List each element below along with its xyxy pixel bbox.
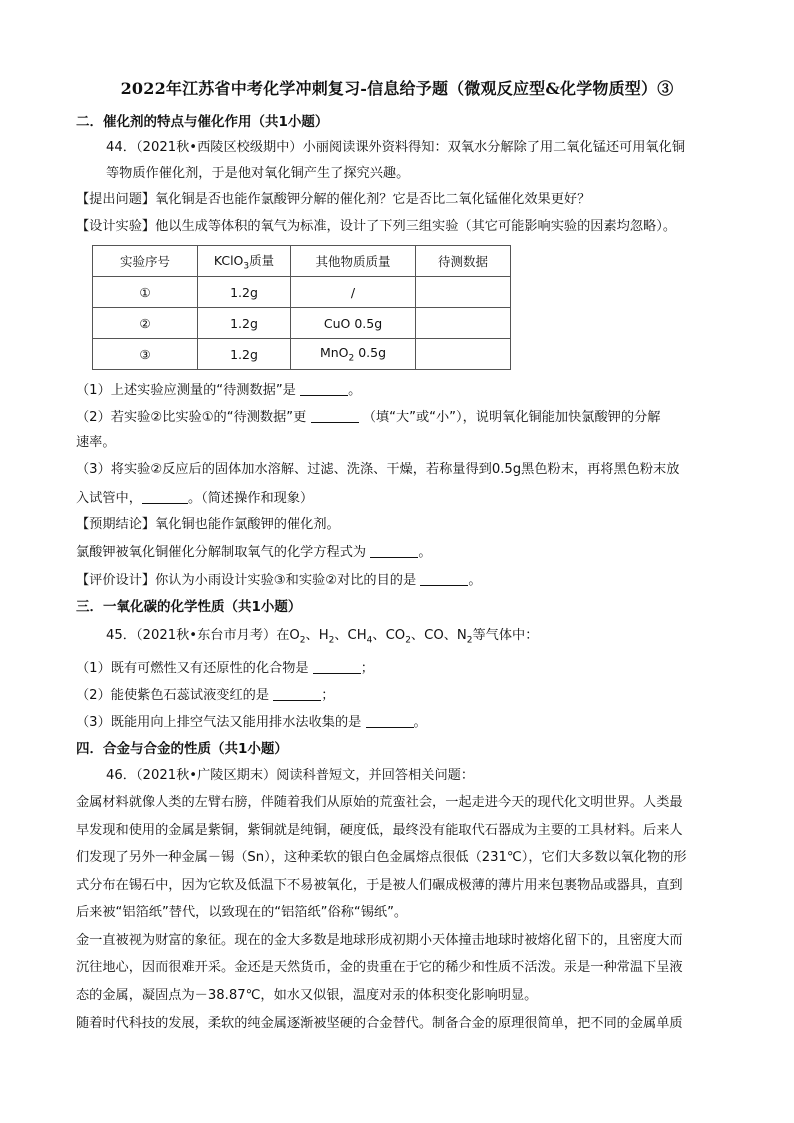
header-cell-other-mass: 其他物质质量 (291, 246, 416, 277)
row-3-other-subscript: 2 (348, 353, 355, 364)
sub-question-45-3-end: 。 (413, 715, 427, 730)
row-3-other-mass: 0.5g (354, 344, 387, 360)
sub-question-2-text-b: （填“大”或“小”），说明氧化铜能加快氯酸钾的分解 (362, 410, 661, 425)
question-46: 46．（2021秋•广陵区期末）阅读科普短文，并回答相关问题： (106, 768, 475, 783)
evaluate-text: 【评价设计】你认为小雨设计实验③和实验②对比的目的是 (76, 573, 417, 588)
gas-subscript: 2 (466, 635, 473, 646)
header-mass-text: 质量 (249, 252, 275, 268)
answer-blank[interactable] (273, 686, 321, 701)
paragraph-1-line: 早发现和使用的金属是紫铜，紫铜就是纯铜，硬度低，最终没有能取代石器成为主要的工具材料。后来人 (76, 823, 683, 838)
gas-text: 、CO、N (410, 628, 467, 643)
answer-blank[interactable] (300, 381, 348, 396)
row-3-data (416, 339, 511, 370)
paragraph-1-line: 们发现了另外一种金属－锡（Sn），这种柔软的银白色金属熔点很低（231℃），它们大多数以氧化物的形 (76, 850, 687, 865)
evaluate-design (76, 571, 482, 590)
gas-subscript: 2 (299, 635, 306, 646)
sub-question-45-2-end: ； (321, 688, 335, 703)
answer-blank[interactable] (313, 659, 361, 674)
question-44-line-1: 44．（2021秋•西陵区校级期中）小丽阅读课外资料得知：双氧水分解除了用二氧化锰还可用氧化铜 (106, 140, 686, 155)
paragraph-1-line: 式分布在锡石中，因为它软及低温下不易被氧化，于是被人们碾成极薄的薄片用来包裹物品或器具，直到 (76, 878, 683, 893)
sub-question-45-2-text: （2）能使紫色石蕊试液变红的是 (76, 688, 270, 703)
experiment-table (92, 245, 511, 370)
row-3-other-formula: MnO (319, 344, 349, 360)
row-3-kclo3: 1.2g (198, 339, 291, 370)
sub-question-1-end: 。 (348, 383, 362, 398)
gas-subscript: 2 (405, 635, 411, 646)
sub-question-45-1 (76, 659, 374, 678)
sub-question-2 (76, 408, 660, 427)
gas-text: 、CH (334, 628, 367, 643)
row-2-sequence: ② (93, 308, 198, 339)
row-1-data (416, 277, 511, 308)
paragraph-2-line: 金一直被视为财富的象征。现在的金大多数是地球形成初期小天体撞击地球时被熔化留下的，且密度大而 (76, 933, 683, 948)
sub-question-45-1-end: ； (360, 661, 374, 676)
gas-text: 、H (305, 628, 329, 643)
gas-text: 、CO (372, 628, 406, 643)
row-3-other (291, 339, 416, 370)
row-2-data (416, 308, 511, 339)
table-row (93, 277, 511, 308)
paragraph-1-line: 金属材料就像人类的左臂右膀，伴随着我们从原始的荒蛮社会，一起走进今天的现代化文明世界。人类最 (76, 795, 683, 810)
gas-subscript: 4 (366, 635, 373, 646)
table-header-row (93, 246, 511, 277)
header-cell-sequence: 实验序号 (93, 246, 198, 277)
row-1-kclo3: 1.2g (198, 277, 291, 308)
sub-question-45-1-text: （1）既有可燃性又有还原性的化合物是 (76, 661, 309, 676)
table-row (93, 308, 511, 339)
answer-blank[interactable] (370, 543, 418, 558)
sub-question-1-text: （1）上述实验应测量的“待测数据”是 (76, 383, 296, 398)
gas-subscript: 2 (328, 635, 335, 646)
table-row (93, 339, 511, 370)
sub-question-2-continued: 速率。 (76, 435, 116, 450)
chemical-equation-question (76, 543, 432, 562)
answer-blank[interactable] (311, 408, 359, 423)
sub-question-1 (76, 381, 361, 400)
equation-text: 氯酸钾被氧化铜催化分解制取氧气的化学方程式为 (76, 545, 367, 560)
sub-question-2-text: （2）若实验②比实验①的“待测数据”更 (76, 410, 307, 425)
paragraph-3-line: 随着时代科技的发展，柔软的纯金属逐渐被坚硬的合金替代。制备合金的原理很简单，把不同的金属单质 (76, 1016, 683, 1031)
row-1-other: / (291, 277, 416, 308)
section-heading-carbon-monoxide: 三．一氧化碳的化学性质（共1小题） (76, 599, 302, 615)
page-title: 2022年江苏省中考化学冲刺复习-信息给予题（微观反应型&化学物质型）③ (120, 79, 674, 98)
sub-question-3-text-c: 。（简述操作和现象） (187, 491, 314, 506)
paragraph-2-line: 沉往地心，因而很难开采。金还是天然货币，金的贵重在于它的稀少和性质不活泼。汞是一种常温下呈液 (76, 960, 683, 975)
row-3-sequence: ③ (93, 339, 198, 370)
answer-blank[interactable] (420, 571, 468, 586)
design-experiment: 【设计实验】他以生成等体积的氧气为标准，设计了下列三组实验（其它可能影响实验的因素均忽略）。 (76, 219, 677, 234)
sub-question-3-text-b: 入试管中， (76, 491, 142, 506)
question-45-text-b: 等气体中： (472, 628, 539, 643)
evaluate-end: 。 (468, 573, 482, 588)
sub-question-45-2 (76, 686, 334, 705)
sub-question-45-3-text: （3）既能用向上排空气法又能用排水法收集的是 (76, 715, 362, 730)
section-heading-alloy: 四．合金与合金的性质（共1小题） (76, 741, 288, 757)
paragraph-2-line: 态的金属，凝固点为－38.87℃，如水又似银，温度对汞的体积变化影响明显。 (76, 988, 538, 1003)
question-45-text: 45．（2021秋•东台市月考）在O (106, 628, 300, 643)
equation-end: 。 (418, 545, 432, 560)
row-1-sequence: ① (93, 277, 198, 308)
header-cell-kclo3-mass (198, 246, 291, 277)
header-kclo3-subscript: 3 (243, 261, 250, 272)
sub-question-3: （3）将实验②反应后的固体加水溶解、过滤、洗涤、干燥，若称量得到0.5g黑色粉末，再将黑色粉末放 (76, 462, 680, 477)
answer-blank[interactable] (142, 489, 188, 504)
header-cell-pending-data: 待测数据 (416, 246, 511, 277)
question-45 (106, 627, 538, 650)
sub-question-3-continued (76, 489, 313, 508)
question-44-line-2: 等物质作催化剂，于是他对氧化铜产生了探究兴趣。 (106, 166, 410, 181)
section-heading-catalyst: 二．催化剂的特点与催化作用（共1小题） (76, 114, 329, 130)
row-2-kclo3: 1.2g (198, 308, 291, 339)
paragraph-1-line: 后来被“铝箔纸”替代，以致现在的“铝箔纸”俗称“锡纸”。 (76, 905, 408, 920)
answer-blank[interactable] (366, 713, 414, 728)
expected-conclusion: 【预期结论】氧化铜也能作氯酸钾的催化剂。 (76, 517, 340, 532)
sub-question-45-3 (76, 713, 427, 732)
pose-question: 【提出问题】氧化铜是否也能作氯酸钾分解的催化剂？它是否比二氧化锰催化效果更好？ (76, 192, 591, 207)
header-kclo3-text: KClO (213, 252, 244, 268)
row-2-other: CuO 0.5g (291, 308, 416, 339)
